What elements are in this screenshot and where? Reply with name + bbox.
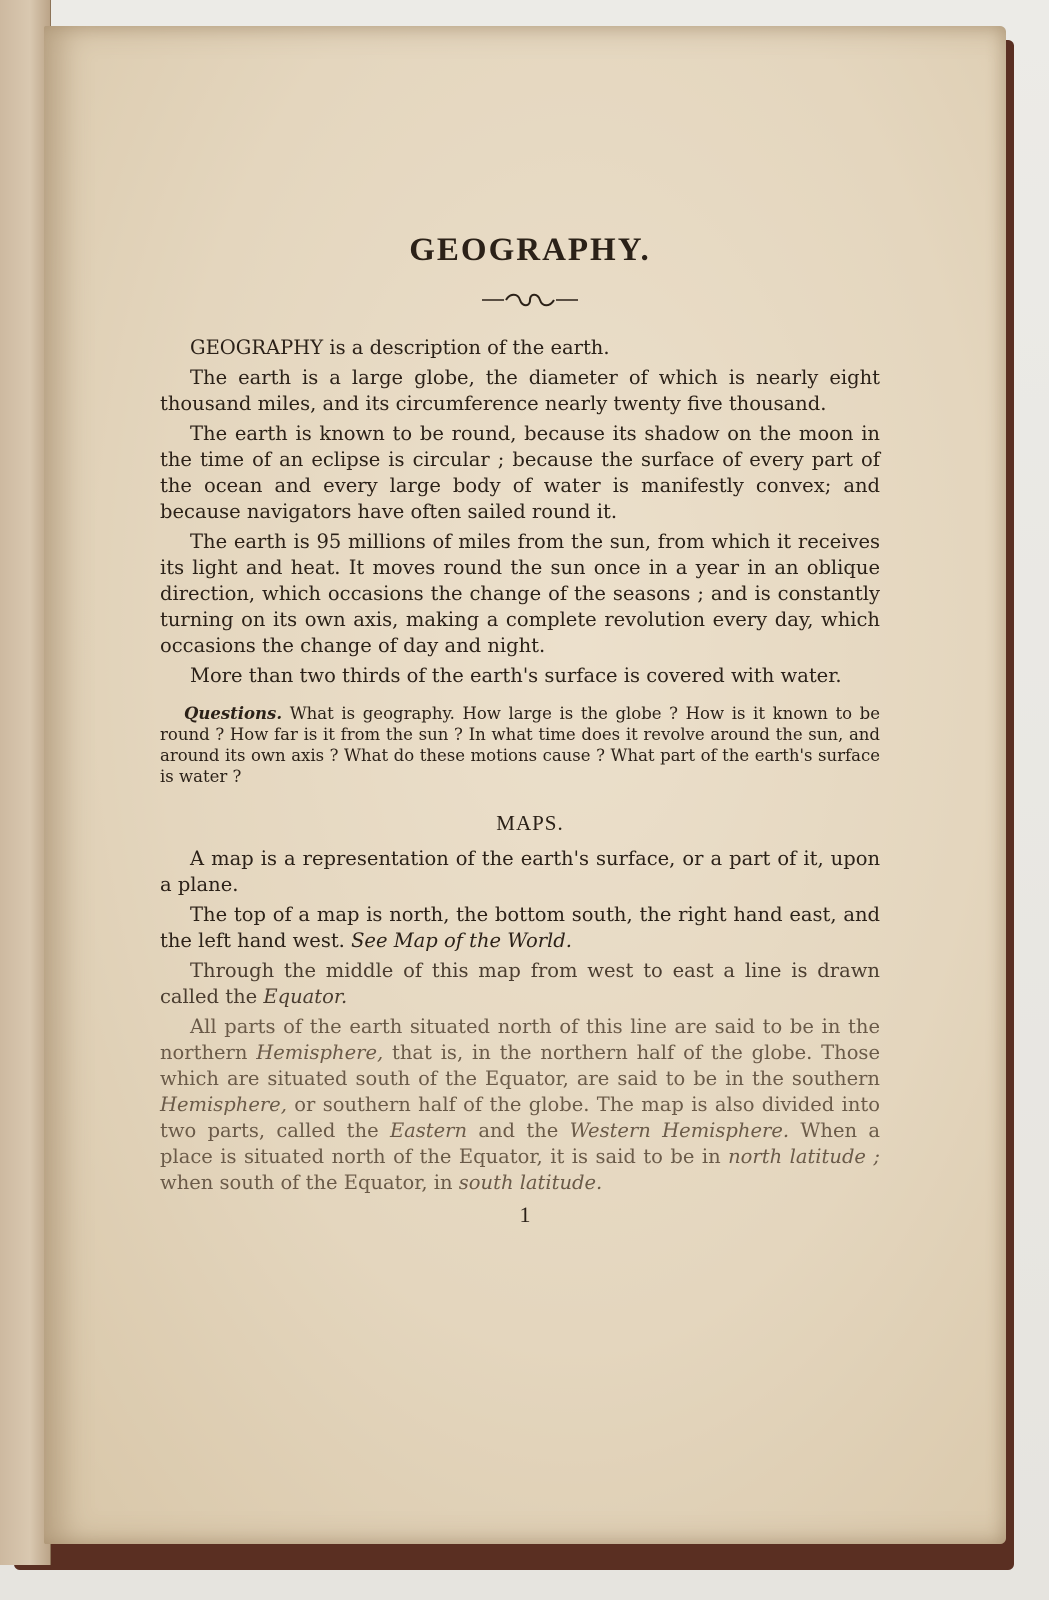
term-hemisphere-2: Hemisphere, [160, 1093, 287, 1116]
term-eastern: Eastern [389, 1119, 468, 1142]
maps-p4-part-d: and the [478, 1119, 559, 1142]
ornament-flourish-icon [480, 291, 580, 309]
questions-block [160, 703, 880, 787]
geography-paragraph-2: The earth is a large globe, the diameter of which is nearly eight thousand miles, and its circumference nearly twenty five thousand. [160, 366, 880, 415]
questions-text: What is geography. How large is the globe ? How is it known to be round ? How far is it from the sun ? In what time does it revolve around the sun, and around its own axis ? What do these motions cause ? What part of the earth's surface is water ? [160, 704, 881, 786]
maps-paragraph-2 [160, 902, 880, 954]
maps-heading: MAPS. [496, 811, 564, 835]
term-hemisphere-1: Hemisphere, [256, 1041, 384, 1064]
maps-paragraph-3 [160, 958, 880, 1010]
term-western-hemisphere: Western Hemisphere. [569, 1119, 790, 1142]
page-title: GEOGRAPHY. [409, 232, 651, 268]
maps-p4-part-b: that is, in the northern half of the globe. Those which are situated south of the Equator, are said to be in the southern [160, 1041, 880, 1090]
page-number: 1 [519, 1202, 531, 1227]
term-equator: Equator. [263, 985, 348, 1008]
questions-label: Questions. [184, 704, 283, 723]
maps-p4-part-e: When a place is situated north of the Equator, it is said to be in [160, 1119, 881, 1168]
page-text [160, 232, 880, 1228]
maps-paragraph-3-text: Through the middle of this map from west to east a line is drawn called the [160, 959, 880, 1008]
maps-p4-part-a: All parts of the earth situated north of this line are said to be in the northern [160, 1015, 880, 1064]
map-reference: See Map of the World. [351, 929, 572, 952]
geography-paragraph-1: GEOGRAPHY is a description of the earth. [190, 336, 610, 359]
term-south-latitude: south latitude. [458, 1171, 603, 1194]
ornament-divider [160, 291, 880, 309]
term-north-latitude: north latitude ; [728, 1145, 881, 1168]
geography-paragraph-5: More than two thirds of the earth's surface is covered with water. [190, 664, 842, 687]
maps-p4-part-c: or southern half of the globe. The map is also divided into two parts, called the [160, 1093, 880, 1142]
geography-paragraph-3: The earth is known to be round, because its shadow on the moon in the time of an eclipse is circular ; because the surface of every part of the ocean and every large body of water is manifestly convex; and because navigators have often sailed round it. [160, 422, 880, 523]
maps-paragraph-1: A map is a representation of the earth's surface, or a part of it, upon a plane. [160, 847, 880, 896]
maps-p4-part-f: when south of the Equator, in [160, 1171, 453, 1194]
maps-paragraph-2-text: The top of a map is north, the bottom south, the right hand east, and the left hand west. [160, 903, 880, 952]
maps-paragraph-4 [160, 1014, 880, 1196]
geography-paragraph-4: The earth is 95 millions of miles from the sun, from which it receives its light and heat. It moves round the sun once in a year in an oblique direction, which occasions the change of the seasons ; and is constantly turning on its own axis, making a complete revolution every day, which occasions the change of day and night. [160, 530, 880, 657]
